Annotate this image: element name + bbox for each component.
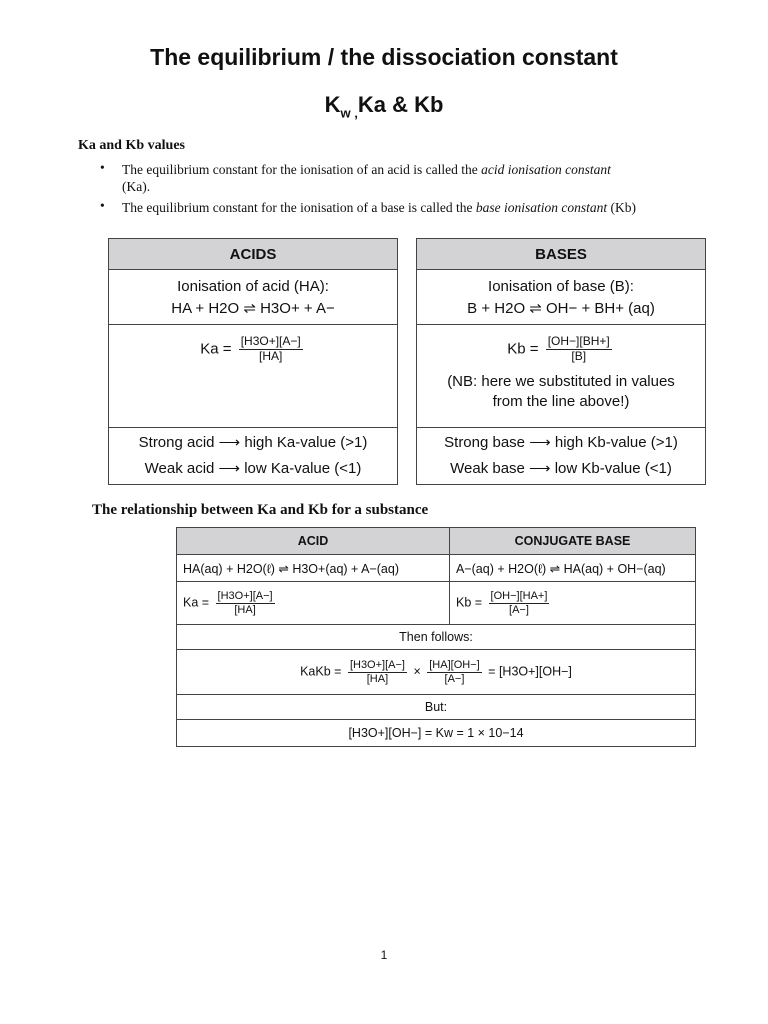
- base-kb-cell: [450, 582, 696, 625]
- relationship-table: [176, 527, 696, 747]
- bases-kb-cell: [417, 325, 706, 428]
- bases-table: [416, 238, 706, 485]
- subtitle-k: K: [324, 92, 341, 117]
- section2-heading: The relationship between Ka and Kb for a substance: [92, 502, 429, 518]
- base-equation: A−(aq) + H2O(ℓ) ⇌ HA(aq) + OH−(aq): [450, 555, 696, 582]
- rel-ka-numerator: [H3O+][A−]: [217, 589, 273, 602]
- acids-ka-label: Ka =: [200, 340, 232, 358]
- bullet2-italic: base ionisation constant: [475, 200, 608, 215]
- bases-header: BASES: [417, 239, 706, 270]
- bases-weak: Weak base ⟶ low Kb-value (<1): [450, 460, 672, 477]
- page-title: The equilibrium / the dissociation constant: [150, 44, 618, 70]
- bullet2-post: (Kb): [607, 200, 637, 215]
- kw-final: [H3O+][OH−] = Kw = 1 × 10−14: [177, 720, 696, 747]
- kakb-fraction-2: [427, 659, 481, 685]
- bullet1-text: [122, 161, 682, 195]
- bullet1-italic: acid ionisation constant: [481, 162, 611, 177]
- bases-kb-fraction: [546, 335, 612, 364]
- page-subtitle: [0, 92, 768, 120]
- kakb-label: KaKb =: [300, 664, 342, 679]
- rel-ka-fraction: [216, 590, 275, 616]
- kakb-fraction-1: [348, 659, 407, 685]
- acids-equation: HA + H2O ⇌ H3O+ + A−: [171, 299, 335, 317]
- kakb-f1-numerator: [H3O+][A−]: [349, 658, 405, 671]
- section1-heading: Ka and Kb values: [78, 138, 185, 153]
- kakb-derivation: [177, 650, 696, 695]
- bases-kb-denominator: [B]: [571, 348, 587, 363]
- then-follows: Then follows:: [177, 625, 696, 650]
- kakb-f1-denominator: [HA]: [366, 672, 389, 685]
- acid-ka-cell: [177, 582, 450, 625]
- subtitle-k-sub: w ,: [340, 105, 358, 121]
- bullet-dot: •: [100, 198, 105, 213]
- acids-ka-numerator: [H3O+][A−]: [240, 334, 301, 348]
- page-number: 1: [380, 948, 388, 962]
- rel-ka-label: Ka =: [183, 595, 210, 610]
- bullet2-text: [122, 199, 712, 216]
- acids-header: ACIDS: [109, 239, 398, 270]
- acid-equation: HA(aq) + H2O(ℓ) ⇌ H3O+(aq) + A−(aq): [177, 555, 450, 582]
- bases-kb-numerator: [OH−][BH+]: [547, 334, 610, 348]
- but-label: But:: [177, 695, 696, 720]
- bases-note: (NB: here we substituted in values from the line above!): [447, 372, 675, 410]
- kakb-f2-numerator: [HA][OH−]: [429, 658, 480, 671]
- bullet1-pre: The equilibrium constant for the ionisation of an acid is called the: [122, 162, 482, 177]
- bullet1-post: (Ka).: [122, 179, 151, 194]
- rel-ka-denominator: [HA]: [234, 603, 256, 616]
- acids-ionisation-cell: [109, 270, 398, 325]
- acids-weak: Weak acid ⟶ low Ka-value (<1): [144, 460, 362, 477]
- rel-kb-label: Kb =: [456, 595, 483, 610]
- bases-ionisation-cell: [417, 270, 706, 325]
- bases-equation: B + H2O ⇌ OH− + BH+ (aq): [467, 299, 655, 317]
- acids-ka-denominator: [HA]: [259, 348, 283, 363]
- acids-ka-fraction: [239, 335, 303, 364]
- subtitle-rest: Ka & Kb: [357, 92, 444, 117]
- acids-strong: Strong acid ⟶ high Ka-value (>1): [138, 434, 368, 451]
- base-col-header: CONJUGATE BASE: [450, 528, 696, 555]
- bases-kb-label: Kb =: [507, 340, 539, 358]
- bases-strength-cell: [417, 428, 706, 485]
- rel-kb-denominator: [A−]: [509, 603, 529, 616]
- acids-ka-cell: [109, 325, 398, 428]
- kakb-f2-denominator: [A−]: [444, 672, 465, 685]
- bases-ionisation-label: Ionisation of base (B):: [488, 277, 634, 295]
- kakb-result: = [H3O+][OH−]: [488, 664, 572, 679]
- bases-strong: Strong base ⟶ high Kb-value (>1): [444, 434, 678, 451]
- acids-ionisation-label: Ionisation of acid (HA):: [177, 277, 329, 295]
- times-sign: ×: [413, 664, 421, 679]
- rel-kb-numerator: [OH−][HA+]: [490, 589, 548, 602]
- acid-col-header: ACID: [177, 528, 450, 555]
- acids-strength-cell: [109, 428, 398, 485]
- bullet-dot: •: [100, 160, 105, 175]
- bullet2-pre: The equilibrium constant for the ionisation of a base is called the: [122, 200, 476, 215]
- acids-table: [108, 238, 398, 485]
- rel-kb-fraction: [489, 590, 550, 616]
